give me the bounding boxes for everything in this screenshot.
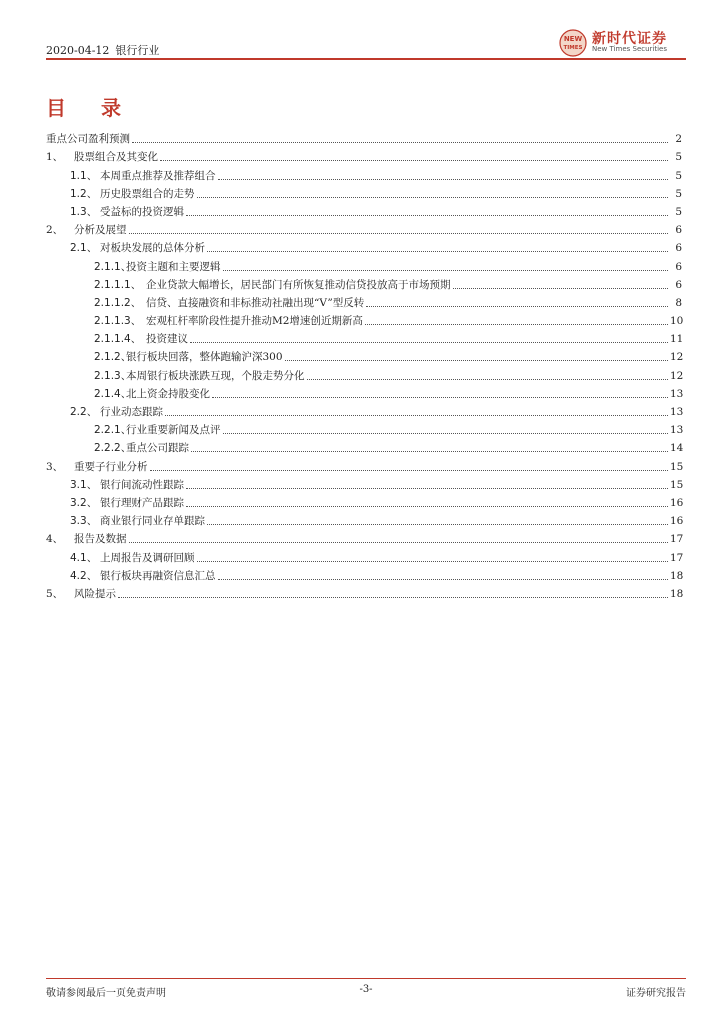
toc-label: 银行板块回落，整体跑输沪深300 (126, 351, 283, 364)
toc-leader (129, 542, 669, 543)
toc-page: 12 (670, 369, 684, 382)
toc-leader (218, 179, 669, 180)
toc-leader (366, 306, 668, 307)
toc-leader (118, 597, 668, 598)
toc-page: 16 (670, 496, 684, 509)
toc-entry[interactable] (46, 219, 682, 237)
toc-label: 重要子行业分析 (74, 460, 148, 473)
toc-number: 5、 (46, 587, 64, 600)
toc-entry[interactable] (46, 183, 682, 201)
toc-label: 行业动态跟踪 (100, 406, 163, 418)
toc-leader (453, 288, 669, 289)
toc-number: 2.1.1.2、 (94, 296, 142, 309)
toc-leader (365, 324, 668, 325)
logo-name-cn: 新时代证券 (592, 31, 667, 47)
table-of-contents (46, 128, 682, 601)
toc-leader (165, 415, 668, 416)
toc-entry[interactable] (46, 546, 682, 564)
toc-number: 2、 (46, 224, 64, 237)
toc-leader (307, 379, 669, 380)
toc-label: 报告及数据 (74, 533, 127, 546)
toc-number: 3.3、 (70, 515, 98, 528)
toc-label: 投资主题和主要逻辑 (126, 260, 221, 273)
toc-entry[interactable] (46, 455, 682, 473)
toc-label: 银行间流动性跟踪 (100, 478, 184, 491)
toc-label: 重点公司盈利预测 (46, 133, 130, 146)
toc-page: 13 (670, 424, 684, 437)
toc-label: 北上资金持股变化 (126, 387, 210, 400)
toc-number: 4.1、 (70, 551, 98, 564)
toc-number: 3、 (46, 460, 64, 473)
toc-label: 对板块发展的总体分析 (100, 242, 205, 255)
toc-leader (160, 160, 668, 161)
toc-entry[interactable] (46, 492, 682, 510)
toc-page: 17 (670, 551, 684, 564)
toc-entry[interactable] (46, 128, 682, 146)
toc-page: 12 (670, 351, 684, 364)
toc-label: 股票组合及其变化 (74, 151, 158, 164)
report-date: 2020-04-12 (46, 44, 110, 57)
toc-label: 本周重点推荐及推荐组合 (100, 169, 216, 182)
toc-entry[interactable] (46, 201, 682, 219)
toc-label: 宏观杠杆率阶段性提升推动M2增速创近期新高 (146, 315, 363, 328)
toc-page: 5 (675, 151, 682, 164)
toc-entry[interactable] (46, 292, 682, 310)
toc-leader (223, 270, 669, 271)
toc-number: 2.1、 (70, 242, 98, 255)
logo-mark-top: NEW (563, 35, 583, 43)
toc-entry[interactable] (46, 383, 682, 401)
header-divider (46, 58, 686, 60)
toc-leader (132, 142, 668, 143)
logo-mark-bottom: TIMES (563, 45, 583, 51)
toc-label: 商业银行同业存单跟踪 (100, 515, 205, 528)
toc-page: 6 (675, 260, 682, 273)
toc-number: 2.1.1.4、 (94, 333, 142, 346)
toc-entry[interactable] (46, 310, 682, 328)
report-category: 银行行业 (115, 44, 160, 57)
toc-page: 15 (670, 478, 684, 491)
toc-number: 2.2、 (70, 406, 98, 418)
toc-leader (207, 524, 668, 525)
toc-page: 13 (670, 406, 684, 418)
toc-page: 8 (675, 296, 682, 309)
toc-entry[interactable] (46, 164, 682, 182)
toc-page: 5 (675, 187, 682, 200)
toc-leader (129, 233, 669, 234)
toc-leader (186, 506, 668, 507)
toc-number: 1.3、 (70, 205, 98, 218)
toc-title: 目 录 (46, 96, 135, 120)
toc-entry[interactable] (46, 274, 682, 292)
toc-leader (223, 433, 669, 434)
toc-leader (218, 579, 669, 580)
toc-leader (285, 360, 668, 361)
toc-label: 重点公司跟踪 (126, 442, 189, 455)
toc-label: 上周报告及调研回顾 (100, 551, 195, 564)
toc-entry[interactable] (46, 583, 682, 601)
toc-page: 11 (670, 333, 684, 346)
toc-page: 6 (675, 278, 682, 291)
logo-mark-icon (558, 28, 588, 58)
toc-label: 投资建议 (146, 333, 188, 346)
toc-number: 4、 (46, 533, 64, 546)
toc-entry[interactable] (46, 437, 682, 455)
toc-entry[interactable] (46, 474, 682, 492)
toc-number: 2.2.1、 (94, 424, 132, 437)
toc-entry[interactable] (46, 528, 682, 546)
toc-leader (197, 197, 669, 198)
page-footer (46, 978, 686, 998)
toc-label: 信贷、直接融资和非标推动社融出现“V”型反转 (146, 296, 365, 309)
toc-number: 2.1.2、 (94, 351, 132, 364)
toc-leader (212, 397, 668, 398)
toc-number: 2.1.1、 (94, 260, 132, 273)
toc-entry[interactable] (46, 255, 682, 273)
company-logo (558, 28, 686, 58)
toc-page: 6 (675, 224, 682, 237)
toc-entry[interactable] (46, 146, 682, 164)
toc-entry[interactable] (46, 510, 682, 528)
toc-leader (150, 470, 669, 471)
toc-page: 17 (670, 533, 684, 546)
report-type: 证券研究报告 (626, 988, 686, 999)
toc-number: 2.1.1.1、 (94, 278, 142, 291)
toc-entry[interactable] (46, 565, 682, 583)
toc-entry[interactable] (46, 346, 682, 364)
toc-leader (207, 251, 668, 252)
disclaimer-note: 敬请参阅最后一页免责声明 (46, 988, 166, 999)
page-header (46, 31, 686, 60)
toc-page: 10 (670, 315, 684, 328)
toc-number: 3.2、 (70, 496, 98, 509)
toc-label: 行业重要新闻及点评 (126, 424, 221, 437)
toc-page: 15 (670, 460, 684, 473)
toc-number: 1.2、 (70, 187, 98, 200)
toc-page: 18 (670, 587, 684, 600)
toc-page: 5 (675, 205, 682, 218)
toc-label: 受益标的投资逻辑 (100, 205, 184, 218)
toc-number: 2.1.1.3、 (94, 315, 142, 328)
toc-number: 1.1、 (70, 169, 98, 182)
toc-entry[interactable] (46, 328, 682, 346)
toc-page: 14 (670, 442, 684, 455)
toc-label: 企业贷款大幅增长，居民部门有所恢复推动信贷投放高于市场预期 (146, 278, 451, 291)
header-text (46, 42, 159, 58)
toc-page: 16 (670, 515, 684, 528)
toc-entry[interactable] (46, 237, 682, 255)
page-number: -3- (359, 984, 373, 995)
toc-label: 本周银行板块涨跌互现，个股走势分化 (126, 369, 305, 382)
toc-entry[interactable] (46, 364, 682, 382)
toc-number: 2.2.2、 (94, 442, 132, 455)
toc-number: 4.2、 (70, 569, 98, 582)
toc-page: 6 (675, 242, 682, 255)
toc-leader (197, 561, 669, 562)
toc-label: 分析及展望 (74, 224, 127, 237)
toc-page: 18 (670, 569, 684, 582)
toc-number: 2.1.3、 (94, 369, 132, 382)
toc-leader (190, 342, 668, 343)
toc-number: 1、 (46, 151, 64, 164)
toc-leader (186, 488, 668, 489)
toc-label: 银行板块再融资信息汇总 (100, 569, 216, 582)
toc-page: 2 (675, 133, 682, 146)
toc-page: 13 (670, 387, 684, 400)
toc-number: 2.1.4、 (94, 387, 132, 400)
toc-entry[interactable] (46, 419, 682, 437)
toc-label: 银行理财产品跟踪 (100, 496, 184, 509)
toc-label: 历史股票组合的走势 (100, 187, 195, 200)
footer-divider (46, 978, 686, 979)
toc-label: 风险提示 (74, 587, 116, 600)
toc-leader (191, 451, 668, 452)
toc-number: 3.1、 (70, 478, 98, 491)
logo-name-en: New Times Securities (592, 45, 667, 53)
toc-page: 5 (675, 169, 682, 182)
toc-leader (186, 215, 668, 216)
toc-entry[interactable] (46, 401, 682, 419)
